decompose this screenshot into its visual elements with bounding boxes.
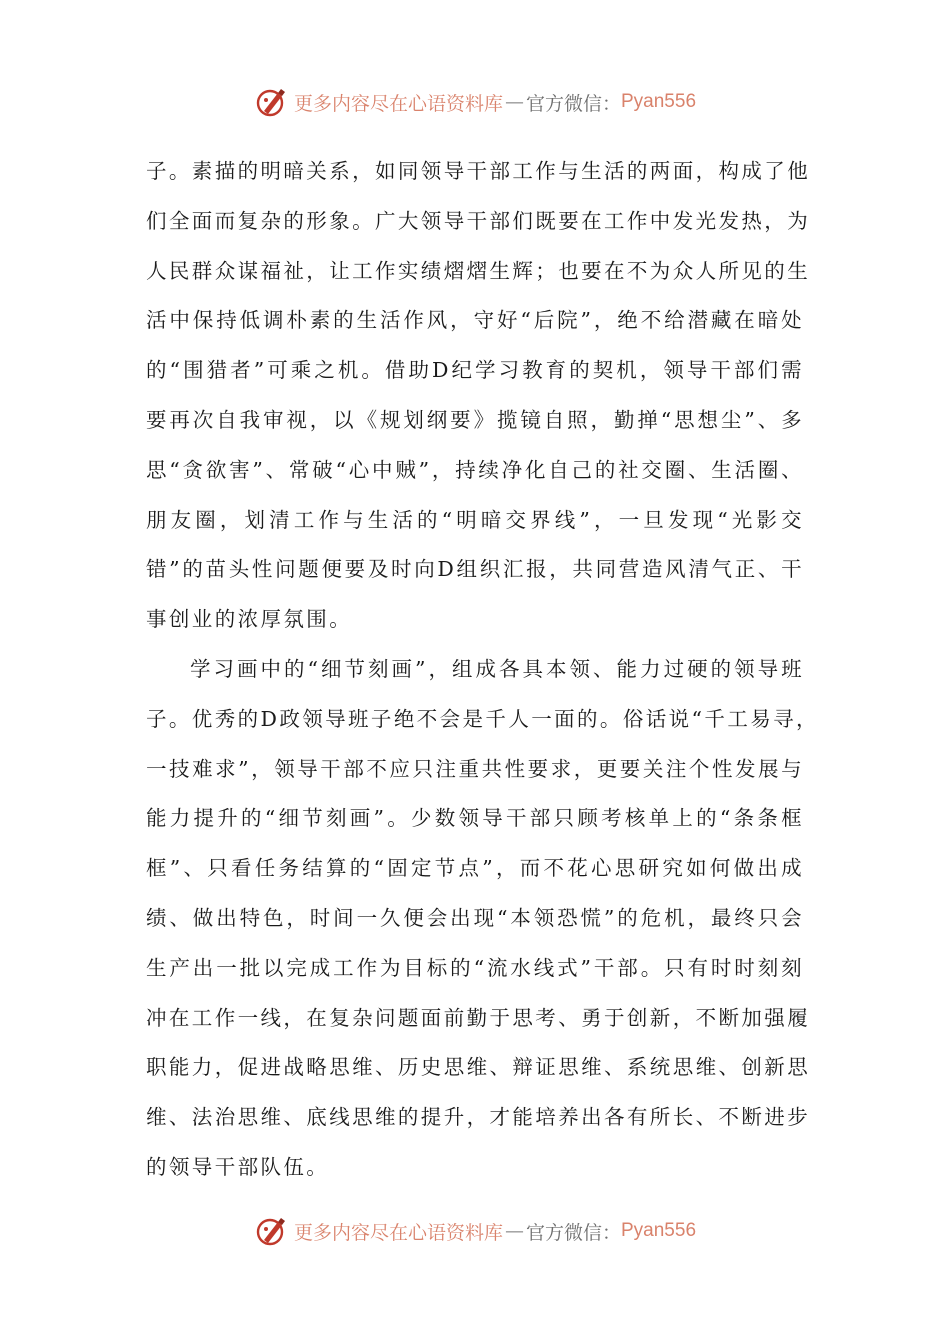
banner-title: 更多内容尽在心语资料库 bbox=[293, 1221, 503, 1244]
text-line: 绩、做出特色，时间一久便会出现“本领恐慌”的危机，最终只会 bbox=[146, 905, 804, 930]
text-line: 事创业的浓厚氛围。 bbox=[146, 607, 353, 632]
text-line: 一技难求”，领导干部不应只注重共性要求，更要关注个性发展与 bbox=[146, 756, 804, 781]
banner-wechat-id: Pyan556 bbox=[621, 91, 697, 112]
text-line: 冲在工作一线，在复杂问题面前勤于思考、勇于创新，不断加强履 bbox=[146, 1005, 811, 1030]
text-line: 要再次自我审视，以《规划纲要》揽镜自照，勤掸“思想尘”、多 bbox=[146, 407, 804, 432]
pen-logo-icon bbox=[254, 84, 290, 120]
text-line: 们全面而复杂的形象。广大领导干部们既要在工作中发光发热，为 bbox=[146, 208, 811, 233]
header-watermark-banner bbox=[0, 82, 950, 122]
text-line: 朋友圈，划清工作与生活的“明暗交界线”，一旦发现“光影交 bbox=[146, 507, 804, 532]
text-line: 维、法治思维、底线思维的提升，才能培养出各有所长、不断进步 bbox=[146, 1105, 811, 1130]
text-line: 错”的苗头性问题便要及时向D组织汇报，共同营造风清气正、干 bbox=[146, 557, 804, 582]
text-line: 的“围猎者”可乘之机。借助D纪学习教育的契机，领导干部们需 bbox=[146, 358, 804, 383]
text-line: 学习画中的“细节刻画”，组成各具本领、能力过硬的领导班 bbox=[190, 656, 804, 681]
banner-official-label: 官方微信： bbox=[525, 1221, 621, 1244]
document-body bbox=[146, 147, 819, 1193]
footer-watermark-banner bbox=[0, 1211, 950, 1251]
banner-official-label: 官方微信： bbox=[525, 92, 621, 115]
text-line: 子。素描的明暗关系，如同领导干部工作与生活的两面，构成了他 bbox=[146, 159, 811, 183]
banner-dash: — bbox=[504, 91, 524, 113]
pen-logo-icon bbox=[254, 1213, 290, 1249]
text-line: 能力提升的“细节刻画”。少数领导干部只顾考核单上的“条条框 bbox=[146, 806, 804, 831]
text-line: 思“贪欲害”、常破“心中贼”，持续净化自己的社交圈、生活圈、 bbox=[146, 457, 804, 482]
text-line: 框”、只看任务结算的“固定节点”，而不花心思研究如何做出成 bbox=[146, 856, 804, 881]
text-line: 生产出一批以完成工作为目标的“流水线式”干部。只有时时刻刻 bbox=[146, 955, 804, 980]
banner-title: 更多内容尽在心语资料库 bbox=[293, 92, 503, 115]
banner-dash: — bbox=[504, 1220, 524, 1242]
text-line: 职能力，促进战略思维、历史思维、辩证思维、系统思维、创新思 bbox=[146, 1055, 811, 1080]
banner-wechat-id: Pyan556 bbox=[621, 1220, 697, 1241]
text-line: 人民群众谋福祉，让工作实绩熠熠生辉；也要在不为众人所见的生 bbox=[146, 258, 811, 283]
text-line: 的领导干部队伍。 bbox=[146, 1154, 330, 1179]
text-line: 子。优秀的D政领导班子绝不会是千人一面的。俗话说“千工易寻， bbox=[146, 706, 819, 731]
text-line: 活中保持低调朴素的生活作风，守好“后院”，绝不给潜藏在暗处 bbox=[146, 308, 804, 333]
